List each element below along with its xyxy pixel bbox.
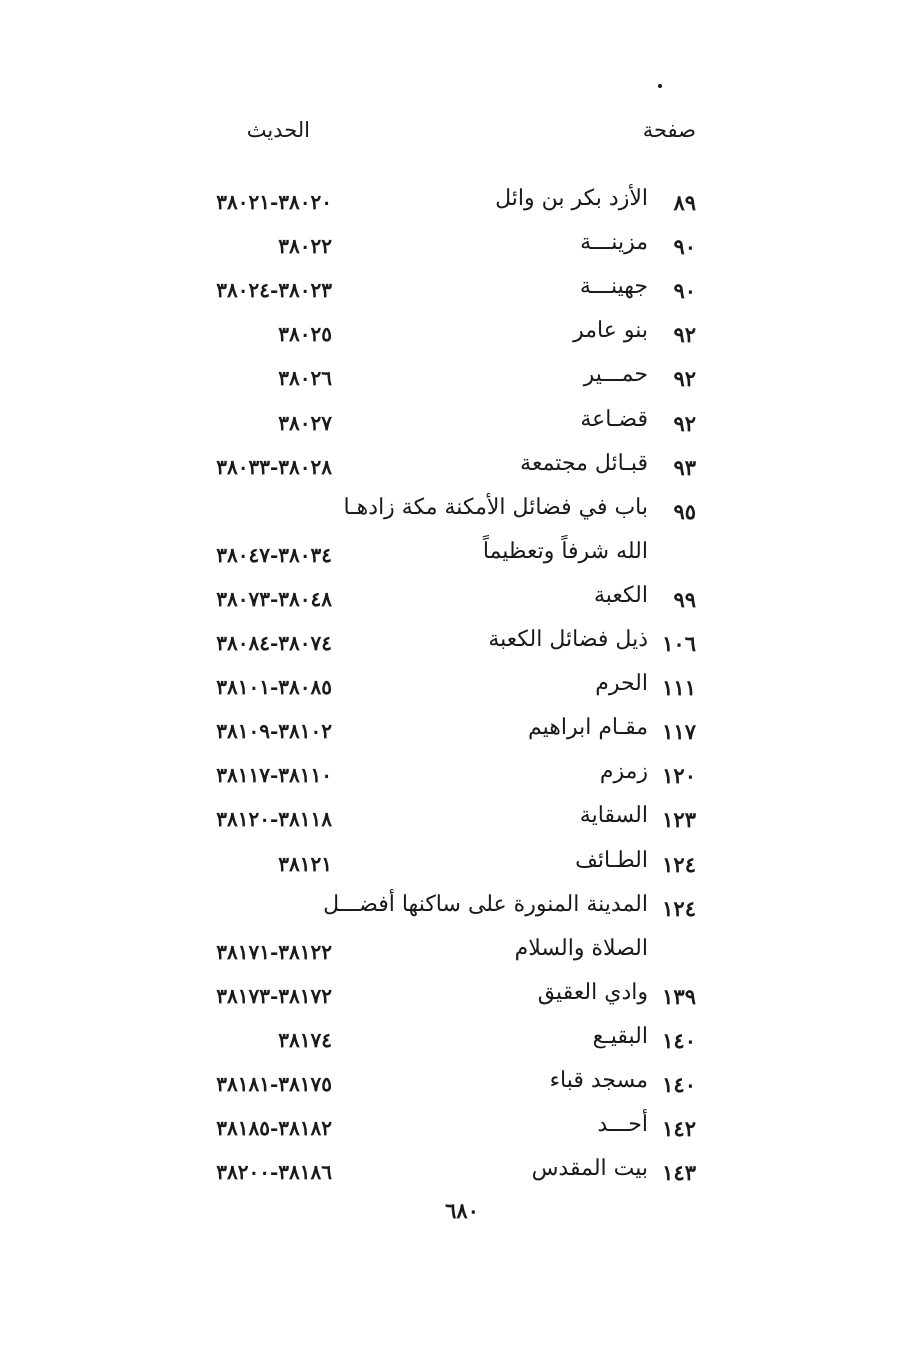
table-row [0, 892, 924, 932]
row-page-number: ١٢٣ [662, 807, 696, 833]
row-hadith-range: ٣٨٠٢٦ [278, 366, 332, 391]
table-row [0, 627, 924, 667]
row-page-number: ٩٠ [673, 278, 696, 304]
row-title: ذيل فضائل الكعبة [488, 627, 648, 652]
row-title: الله شرفاً وتعظيماً [482, 538, 648, 564]
row-title: الطـائف [575, 847, 648, 873]
row-title: الحرم [595, 671, 648, 697]
row-title: أحـــد [597, 1112, 648, 1138]
row-title: وادي العقيق [537, 979, 648, 1005]
row-title: الأزد بكر بن وائل [495, 186, 648, 211]
row-title: زمزم [599, 759, 648, 785]
row-hadith-range: ٣٨١١٨-٣٨١٢٠ [216, 807, 332, 832]
row-hadith-range: ٣٨٠٢٨-٣٨٠٣٣ [216, 454, 332, 479]
table-row [0, 274, 924, 314]
row-page-number: ١١٧ [662, 719, 696, 745]
row-title: المدينة المنورة على ساكنها أفضـــل [323, 891, 648, 917]
row-page-number: ٩٥ [673, 498, 696, 524]
row-page-number: ١٤٣ [662, 1160, 696, 1186]
row-title: السقاية [579, 803, 648, 829]
row-page-number: ٩٣ [673, 454, 696, 480]
table-row [0, 362, 924, 402]
row-hadith-range: ٣٨٠٨٥-٣٨١٠١ [216, 675, 332, 700]
row-hadith-range: ٣٨١٨٦-٣٨٢٠٠ [216, 1160, 332, 1185]
row-hadith-range: ٣٨١١٠-٣٨١١٧ [216, 763, 332, 788]
table-row [0, 1024, 924, 1064]
row-page-number: ١١١ [662, 675, 696, 701]
row-hadith-range: ٣٨١٧٥-٣٨١٨١ [216, 1072, 332, 1096]
hadith-column-header: الحديث [246, 118, 310, 142]
row-title: البقيـع [592, 1023, 648, 1049]
row-hadith-range: ٣٨٠٢٧ [278, 410, 332, 435]
row-hadith-range: ٣٨٠٤٨-٣٨٠٧٣ [216, 586, 332, 611]
page-column-header: صفحة [642, 118, 696, 142]
row-page-number: ١٢٠ [662, 763, 696, 789]
row-page-number: ٩٢ [673, 410, 696, 436]
row-title: مسجد قباء [549, 1068, 648, 1093]
row-title: الكعبة [593, 582, 648, 608]
table-row [0, 936, 924, 976]
page-number: ٦٨٠ [445, 1198, 479, 1223]
row-hadith-range: ٣٨١٢٢-٣٨١٧١ [216, 939, 332, 964]
row-title: الصلاة والسلام [514, 935, 648, 961]
row-hadith-range: ٣٨١٢١ [278, 851, 332, 876]
row-title: حمـــير [583, 362, 648, 388]
row-page-number: ١٤٠ [662, 1027, 696, 1053]
row-hadith-range: ٣٨٠٧٤-٣٨٠٨٤ [216, 631, 332, 655]
table-row [0, 407, 924, 447]
row-title: بنو عامر [573, 318, 648, 344]
table-row [0, 715, 924, 755]
row-page-number: ٩٢ [673, 366, 696, 392]
row-hadith-range: ٣٨١٠٢-٣٨١٠٩ [216, 719, 332, 744]
row-hadith-range: ٣٨٠٢٢ [278, 234, 332, 259]
table-row [0, 759, 924, 799]
row-hadith-range: ٣٨١٨٢-٣٨١٨٥ [216, 1116, 332, 1141]
row-page-number: ٩٩ [673, 586, 696, 612]
table-row [0, 1112, 924, 1152]
row-title: جهينـــة [579, 274, 648, 300]
row-page-number: ١٢٤ [662, 895, 696, 921]
row-hadith-range: ٣٨١٧٢-٣٨١٧٣ [216, 983, 332, 1008]
table-row [0, 318, 924, 358]
row-title: قبـائل مجتمعة [520, 450, 648, 476]
row-page-number: ٩٠ [673, 234, 696, 260]
row-hadith-range: ٣٨١٧٤ [278, 1027, 332, 1052]
table-row [0, 848, 924, 888]
table-row [0, 186, 924, 226]
row-page-number: ١٢٤ [662, 851, 696, 877]
row-title: قضـاعة [580, 406, 648, 432]
row-title: مقـام ابراهيم [527, 715, 648, 741]
table-row [0, 451, 924, 491]
table-row [0, 539, 924, 579]
row-page-number: ١٤٢ [662, 1116, 696, 1142]
row-title: بيت المقدس [531, 1156, 648, 1182]
table-row [0, 230, 924, 270]
table-row [0, 1156, 924, 1196]
table-row [0, 495, 924, 535]
row-hadith-range: ٣٨٠٢٠-٣٨٠٢١ [216, 190, 332, 214]
row-hadith-range: ٣٨٠٢٥ [278, 322, 332, 347]
row-page-number: ١٣٩ [662, 983, 696, 1009]
row-hadith-range: ٣٨٠٣٤-٣٨٠٤٧ [216, 542, 332, 567]
row-page-number: ١٠٦ [662, 631, 696, 656]
row-hadith-range: ٣٨٠٢٣-٣٨٠٢٤ [216, 278, 332, 303]
table-row [0, 803, 924, 843]
row-title: باب في فضائل الأمكنة مكة زادهـا [343, 494, 648, 520]
table-row [0, 671, 924, 711]
row-title: مزينـــة [580, 230, 648, 256]
row-page-number: ١٤٠ [662, 1072, 696, 1097]
row-page-number: ٨٩ [673, 190, 696, 215]
table-row [0, 583, 924, 623]
row-page-number: ٩٢ [673, 322, 696, 348]
table-row [0, 1068, 924, 1108]
table-row [0, 980, 924, 1020]
